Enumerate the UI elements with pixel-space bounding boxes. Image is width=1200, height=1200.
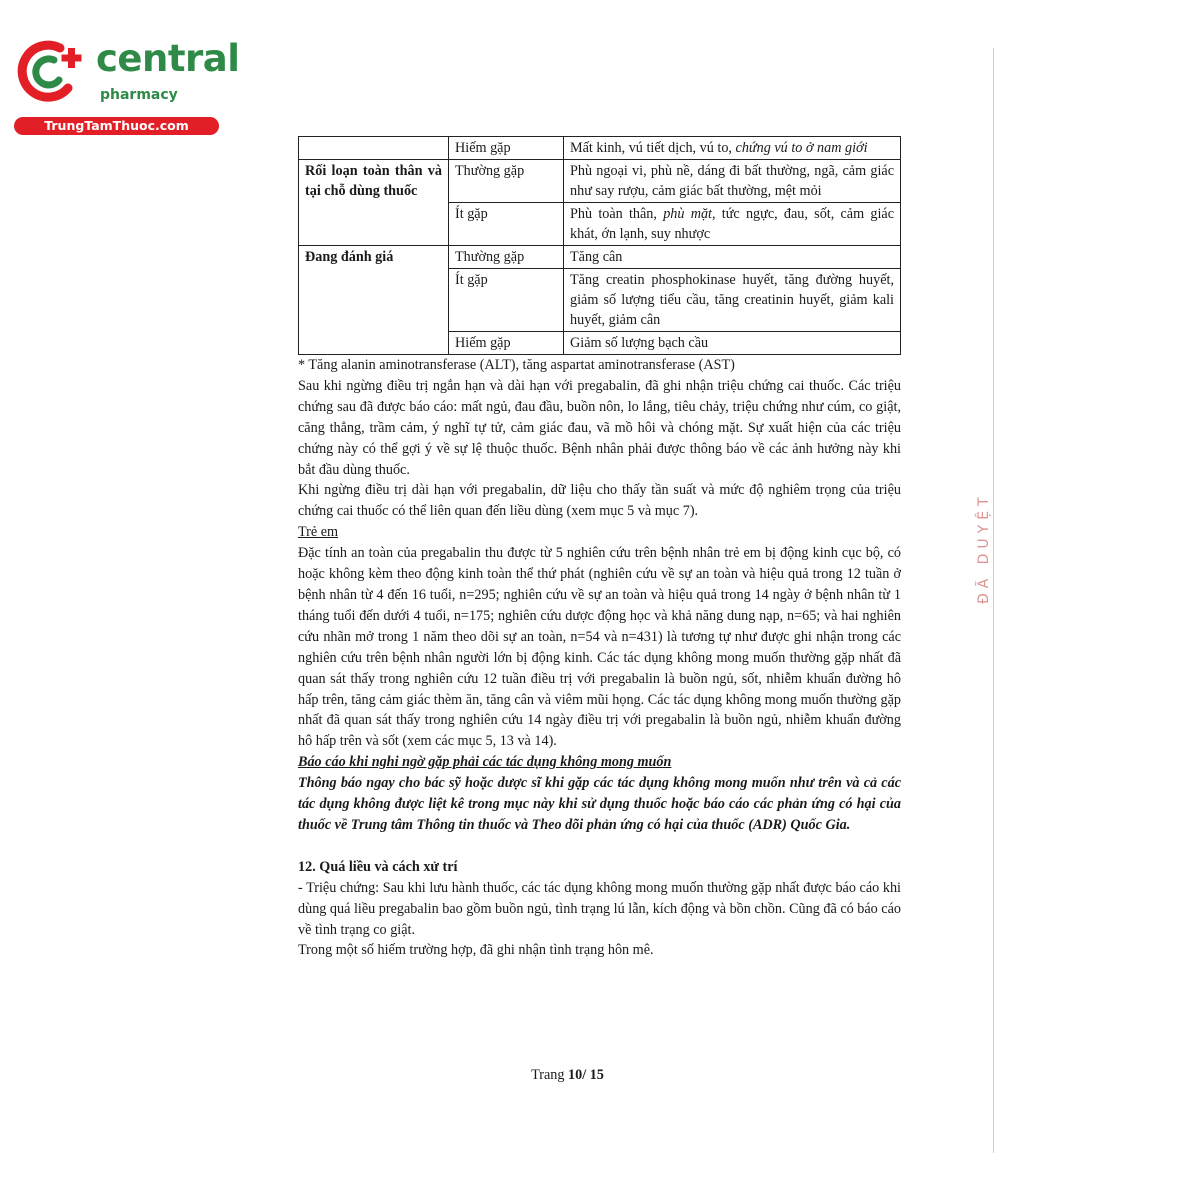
table-footnote: * Tăng alanin aminotransferase (ALT), tăng aspartat aminotransferase (AST) — [298, 357, 735, 373]
section-12-heading: 12. Quá liều và cách xử trí — [298, 858, 458, 875]
organ-system-cell — [299, 137, 449, 160]
frequency-cell: Hiếm gặp — [449, 332, 564, 355]
frequency-cell: Hiếm gặp — [449, 137, 564, 160]
coma-paragraph: Trong một số hiếm trường hợp, đã ghi nhận tình trạng hôn mê. — [298, 942, 654, 959]
frequency-cell: Thường gặp — [449, 246, 564, 269]
report-paragraph: Thông báo ngay cho bác sỹ hoặc dược sĩ khi gặp các tác dụng không mong muốn như trên và cả các tác dụng không được liệt kê trong mục này khi sử dụng thuốc hoặc báo cáo các phản ứng có hại của thuốc về Trung tâm Thông tin thuốc và Theo dõi phản ứng có hại của thuốc (ADR) Quốc Gia. — [298, 775, 901, 833]
central-pharmacy-logo[interactable] — [10, 36, 240, 136]
document-content — [298, 136, 901, 961]
reaction-cell: Giảm số lượng bạch cầu — [564, 332, 901, 355]
frequency-cell: Thường gặp — [449, 160, 564, 203]
organ-system-cell: Rối loạn toàn thân và tại chỗ dùng thuốc — [299, 160, 449, 246]
adverse-reactions-table — [298, 136, 901, 355]
logo-brand-subtitle: pharmacy — [100, 87, 178, 103]
children-heading: Trẻ em — [298, 524, 339, 541]
pharmacy-logo-icon — [10, 36, 88, 106]
withdrawal-paragraph: Sau khi ngừng điều trị ngắn hạn và dài hạn với pregabalin, đã ghi nhận triệu chứng cai thuốc. Các triệu chứng sau đã được báo cáo: mất ngủ, đau đầu, buồn nôn, lo lắng, tiêu chảy, triệu chứng như cúm, co giật, căng thẳng, trầm cảm, ý nghĩ tự tử, cảm giác đau, vã mồ hôi và chóng mặt. Sự xuất hiện của các triệu chứng này có thể gợi ý về sự lệ thuộc thuốc. Bệnh nhân phải được thông báo về các ảnh hưởng này khi bắt đầu dùng thuốc. — [298, 377, 901, 478]
overdose-symptoms-paragraph: - Triệu chứng: Sau khi lưu hành thuốc, các tác dụng không mong muốn thường gặp nhất được báo cáo khi dùng quá liều pregabalin bao gồm buồn ngủ, tình trạng lú lẫn, kích động và bồn chồn. Cũng đã có báo cáo về tình trạng co giật. — [298, 879, 901, 938]
page-number: Trang 10/ 15 — [531, 1067, 604, 1083]
reaction-cell: Tăng creatin phosphokinase huyết, tăng đường huyết, giảm số lượng tiểu cầu, tăng creatinin huyết, giảm kali huyết, giảm cân — [564, 269, 901, 332]
logo-brand-name: central — [96, 37, 240, 80]
logo-website: TrungTamThuoc.com — [14, 117, 219, 135]
reaction-cell: Phù toàn thân, phù mặt, tức ngực, đau, sốt, cảm giác khát, ớn lạnh, suy nhược — [564, 203, 901, 246]
table-row — [299, 246, 901, 269]
frequency-cell: Ít gặp — [449, 203, 564, 246]
table-row — [299, 137, 901, 160]
reaction-cell: Mất kinh, vú tiết dịch, vú to, chứng vú to ở nam giới — [564, 137, 901, 160]
children-paragraph: Đặc tính an toàn của pregabalin thu được từ 5 nghiên cứu trên bệnh nhân trẻ em bị động kinh cục bộ, có hoặc không kèm theo động kinh toàn thể thứ phát (nghiên cứu về sự an toàn và hiệu quả trong 12 tuần ở bệnh nhân từ 4 đến 16 tuổi, n=295; nghiên cứu về sự an toàn và hiệu quả trong 14 ngày ở bệnh nhân từ 1 tháng tuổi đến dưới 4 tuổi, n=175; nghiên cứu dược động học và khả năng dung nạp, n=65; và hai nghiên cứu nhãn mở trong 1 năm theo dõi sự an toàn, n=54 và n=431) là tương tự như được ghi nhận trong các nghiên cứu trên bệnh nhân người lớn bị động kinh. Các tác dụng không mong muốn thường gặp nhất đã quan sát thấy trong nghiên cứu 12 tuần điều trị với pregabalin là buồn ngủ, sốt, nhiễm khuẩn đường hô hấp trên, tăng cảm giác thèm ăn, tăng cân và viêm mũi họng. Các tác dụng không mong muốn thường gặp nhất đã quan sát thấy trong nghiên cứu 14 ngày điều trị với pregabalin là buồn ngủ, nhiễm khuẩn đường hô hấp trên và sốt (xem các mục 5, 13 và 14). — [298, 545, 901, 750]
long-term-paragraph: Khi ngừng điều trị dài hạn với pregabalin, dữ liệu cho thấy tần suất và mức độ nghiêm trọng của triệu chứng cai thuốc có thể liên quan đến liều dùng (xem mục 5 và mục 7). — [298, 482, 901, 520]
organ-system-cell: Đang đánh giá — [299, 246, 449, 355]
reaction-cell: Phù ngoại vi, phù nề, dáng đi bất thường, ngã, cảm giác như say rượu, cảm giác bất thường, mệt mỏi — [564, 160, 901, 203]
reaction-cell: Tăng cân — [564, 246, 901, 269]
report-heading: Báo cáo khi nghi ngờ gặp phải các tác dụng không mong muốn — [298, 754, 672, 771]
table-row — [299, 160, 901, 203]
frequency-cell: Ít gặp — [449, 269, 564, 332]
approval-stamp: ĐÃ DUYỆT — [976, 492, 992, 604]
